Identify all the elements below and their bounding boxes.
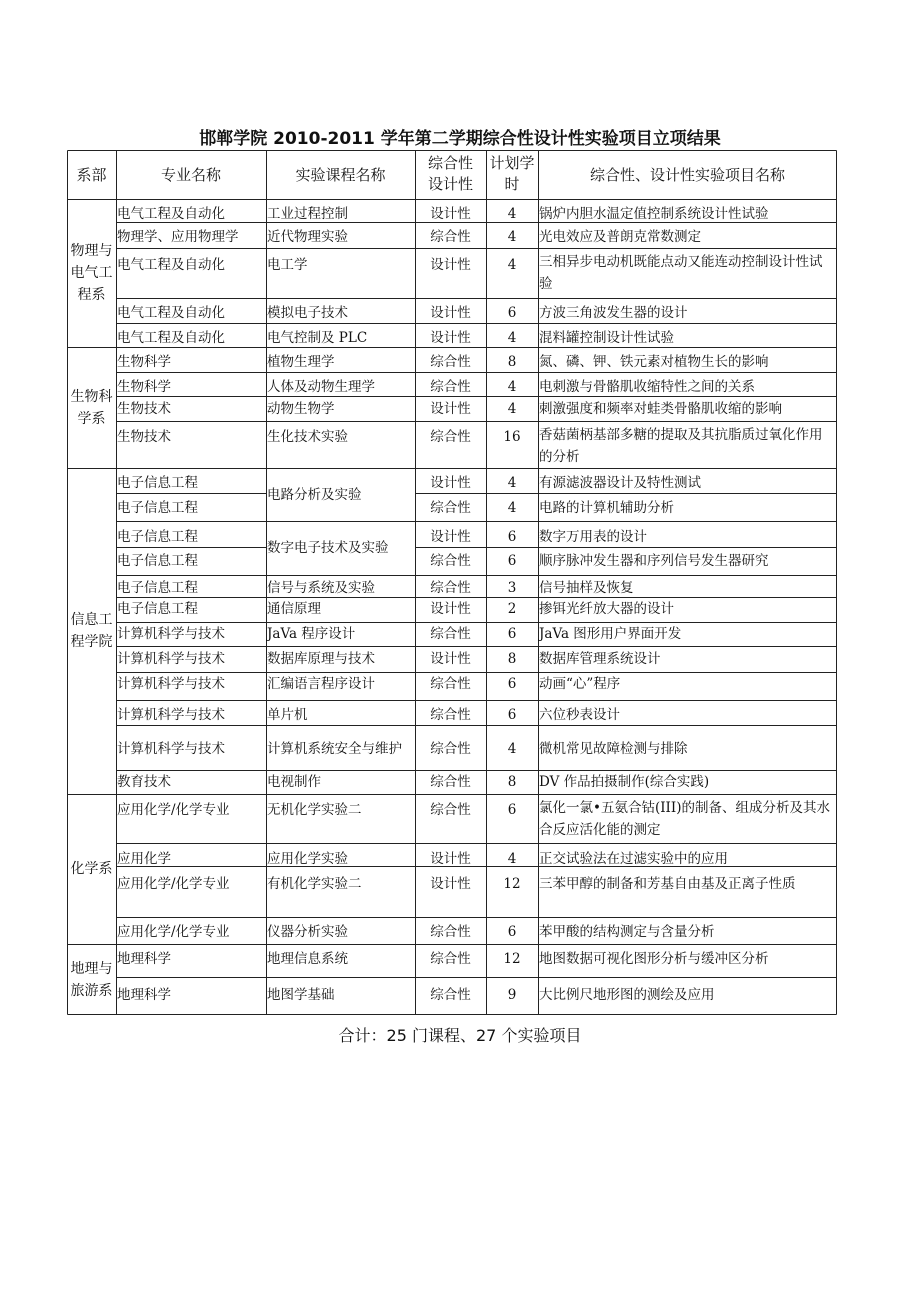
project-cell: 刺激强度和频率对蛙类骨骼肌收缩的影响 bbox=[539, 401, 782, 417]
major-cell: 应用化学 bbox=[117, 851, 171, 866]
course-cell: 电路分析及实验 bbox=[267, 487, 362, 503]
major-cell: 应用化学/化学专业 bbox=[117, 876, 230, 892]
dept-cell: 物理与 电气工 程系 bbox=[70, 243, 113, 303]
project-cell: DV 作品拍摄制作(综合实践) bbox=[539, 774, 710, 790]
dept-cell: 生物科 学系 bbox=[70, 388, 113, 427]
course-cell: 数据库原理与技术 bbox=[267, 651, 375, 667]
major-cell: 应用化学/化学专业 bbox=[117, 924, 230, 940]
course-cell: 计算机系统安全与维护 bbox=[267, 741, 402, 757]
project-cell: 大比例尺地形图的测绘及应用 bbox=[539, 987, 715, 1003]
type-cell: 设计性 bbox=[430, 401, 471, 417]
course-cell: 仪器分析实验 bbox=[267, 924, 348, 940]
course-cell: 人体及动物生理学 bbox=[267, 379, 375, 395]
major-cell: 电气工程及自动化 bbox=[117, 257, 225, 273]
course-cell: 应用化学实验 bbox=[267, 851, 348, 866]
hours-cell: 4 bbox=[507, 741, 517, 757]
major-cell: 电子信息工程 bbox=[117, 601, 198, 617]
hours-cell: 4 bbox=[507, 330, 517, 346]
hours-cell: 4 bbox=[507, 500, 517, 516]
major-cell: 生物科学 bbox=[117, 354, 171, 370]
hours-cell: 6 bbox=[507, 676, 517, 692]
course-cell: 植物生理学 bbox=[267, 354, 335, 370]
type-cell: 设计性 bbox=[430, 876, 471, 892]
type-cell: 综合性 bbox=[430, 741, 471, 757]
hours-cell: 6 bbox=[507, 305, 517, 321]
hours-cell: 6 bbox=[507, 802, 517, 818]
course-cell: 生化技术实验 bbox=[267, 429, 348, 445]
project-cell: 苯甲酸的结构测定与含量分析 bbox=[539, 924, 715, 940]
project-cell: JaVa 图形用户界面开发 bbox=[539, 626, 682, 642]
major-cell: 计算机科学与技术 bbox=[117, 651, 225, 667]
header-hours: 计划学 时 bbox=[489, 154, 535, 193]
project-cell: 氮、磷、钾、铁元素对植物生长的影响 bbox=[539, 354, 769, 370]
project-cell: 动画“心”程序 bbox=[539, 676, 621, 692]
project-cell: 三苯甲醇的制备和芳基自由基及正离子性质 bbox=[539, 876, 796, 892]
major-cell: 电气工程及自动化 bbox=[117, 305, 225, 321]
hours-cell: 8 bbox=[507, 651, 517, 667]
header-course: 实验课程名称 bbox=[295, 165, 386, 184]
major-cell: 计算机科学与技术 bbox=[117, 676, 225, 692]
hours-cell: 12 bbox=[503, 876, 521, 892]
project-cell: 数据库管理系统设计 bbox=[539, 651, 661, 667]
hours-cell: 6 bbox=[507, 529, 517, 545]
course-cell: 有机化学实验二 bbox=[267, 876, 362, 892]
major-cell: 地理科学 bbox=[117, 951, 171, 967]
type-cell: 综合性 bbox=[430, 707, 471, 723]
type-cell: 综合性 bbox=[430, 580, 471, 596]
hours-cell: 9 bbox=[507, 987, 517, 1003]
major-cell: 物理学、应用物理学 bbox=[117, 229, 239, 245]
page-title: 邯郸学院 2010-2011 学年第二学期综合性设计性实验项目立项结果 bbox=[199, 129, 721, 149]
project-cell: 方波三角波发生器的设计 bbox=[539, 305, 688, 321]
project-cell: 光电效应及普朗克常数测定 bbox=[539, 229, 701, 245]
hours-cell: 4 bbox=[507, 257, 517, 273]
header-dept: 系部 bbox=[76, 165, 107, 184]
project-cell: 六位秒表设计 bbox=[539, 707, 620, 723]
type-cell: 设计性 bbox=[430, 601, 471, 617]
course-cell: 电视制作 bbox=[267, 774, 321, 790]
hours-cell: 6 bbox=[507, 626, 517, 642]
type-cell: 设计性 bbox=[430, 257, 471, 273]
dept-cell: 地理与 旅游系 bbox=[70, 960, 113, 999]
type-cell: 综合性 bbox=[430, 553, 471, 569]
course-cell: 地理信息系统 bbox=[267, 951, 348, 967]
project-cell: 电路的计算机辅助分析 bbox=[539, 500, 674, 516]
type-cell: 设计性 bbox=[430, 305, 471, 321]
dept-cell: 信息工 程学院 bbox=[70, 612, 113, 650]
course-cell: 数字电子技术及实验 bbox=[267, 540, 389, 556]
type-cell: 综合性 bbox=[430, 951, 471, 967]
major-cell: 电气工程及自动化 bbox=[117, 206, 225, 222]
type-cell: 设计性 bbox=[430, 330, 471, 346]
hours-cell: 6 bbox=[507, 553, 517, 569]
major-cell: 计算机科学与技术 bbox=[117, 741, 225, 757]
type-cell: 设计性 bbox=[430, 529, 471, 545]
major-cell: 生物技术 bbox=[117, 401, 171, 417]
project-cell: 顺序脉冲发生器和序列信号发生器研究 bbox=[539, 553, 769, 569]
type-cell: 综合性 bbox=[430, 924, 471, 940]
course-cell: 电气控制及 PLC bbox=[267, 330, 368, 346]
type-cell: 综合性 bbox=[430, 774, 471, 790]
major-cell: 电子信息工程 bbox=[117, 580, 198, 596]
hours-cell: 8 bbox=[507, 774, 517, 790]
course-cell: 无机化学实验二 bbox=[267, 802, 362, 818]
type-cell: 设计性 bbox=[430, 851, 471, 866]
hours-cell: 4 bbox=[507, 401, 517, 417]
total-summary: 合计：25 门课程、27 个实验项目 bbox=[338, 1026, 582, 1045]
project-cell: 地图数据可视化图形分析与缓冲区分析 bbox=[539, 951, 769, 967]
hours-cell: 8 bbox=[507, 354, 517, 370]
major-cell: 地理科学 bbox=[117, 987, 171, 1003]
hours-cell: 16 bbox=[503, 429, 521, 445]
major-cell: 电子信息工程 bbox=[117, 500, 198, 516]
results-table bbox=[67, 150, 837, 1015]
hours-cell: 2 bbox=[507, 601, 517, 617]
major-cell: 计算机科学与技术 bbox=[117, 707, 225, 723]
type-cell: 综合性 bbox=[430, 229, 471, 245]
project-cell: 正交试验法在过滤实验中的应用 bbox=[539, 851, 728, 866]
type-cell: 综合性 bbox=[430, 626, 471, 642]
course-cell: 模拟电子技术 bbox=[267, 305, 348, 321]
hours-cell: 4 bbox=[507, 206, 517, 222]
major-cell: 生物科学 bbox=[117, 379, 171, 395]
hours-cell: 6 bbox=[507, 924, 517, 940]
hours-cell: 4 bbox=[507, 379, 517, 395]
project-cell: 锅炉内胆水温定值控制系统设计性试验 bbox=[539, 206, 769, 222]
project-cell: 香菇菌柄基部多糖的提取及其抗脂质过氧化作用的分析 bbox=[539, 427, 823, 465]
type-cell: 综合性 bbox=[430, 429, 471, 445]
header-major: 专业名称 bbox=[160, 165, 221, 184]
course-cell: 地图学基础 bbox=[267, 987, 335, 1003]
header-project: 综合性、设计性实验项目名称 bbox=[589, 165, 785, 184]
project-cell: 混料罐控制设计性试验 bbox=[539, 330, 674, 346]
major-cell: 生物技术 bbox=[117, 429, 171, 445]
major-cell: 应用化学/化学专业 bbox=[117, 802, 230, 818]
type-cell: 设计性 bbox=[430, 475, 471, 491]
course-cell: 信号与系统及实验 bbox=[267, 580, 375, 596]
major-cell: 电子信息工程 bbox=[117, 529, 198, 545]
course-cell: 电工学 bbox=[267, 257, 308, 273]
project-cell: 电刺激与骨骼肌收缩特性之间的关系 bbox=[539, 379, 755, 395]
major-cell: 电子信息工程 bbox=[117, 553, 198, 569]
hours-cell: 6 bbox=[507, 707, 517, 723]
hours-cell: 3 bbox=[507, 580, 517, 596]
project-cell: 氯化一氯•五氨合钴(III)的制备、组成分析及其水合反应活化能的测定 bbox=[539, 800, 830, 838]
type-cell: 综合性 bbox=[430, 987, 471, 1003]
project-cell: 三相异步电动机既能点动又能连动控制设计性试验 bbox=[539, 254, 823, 292]
course-cell: JaVa 程序设计 bbox=[267, 626, 356, 642]
major-cell: 计算机科学与技术 bbox=[117, 626, 225, 642]
course-cell: 工业过程控制 bbox=[267, 206, 348, 222]
type-cell: 设计性 bbox=[430, 651, 471, 667]
hours-cell: 4 bbox=[507, 851, 517, 866]
type-cell: 综合性 bbox=[430, 500, 471, 516]
course-cell: 动物生物学 bbox=[267, 401, 335, 417]
header-type: 综合性 设计性 bbox=[427, 154, 473, 193]
project-cell: 掺铒光纤放大器的设计 bbox=[539, 601, 674, 617]
type-cell: 综合性 bbox=[430, 354, 471, 370]
project-cell: 数字万用表的设计 bbox=[539, 529, 647, 545]
type-cell: 设计性 bbox=[430, 206, 471, 222]
hours-cell: 12 bbox=[503, 951, 521, 967]
major-cell: 电子信息工程 bbox=[117, 475, 198, 491]
course-cell: 近代物理实验 bbox=[267, 229, 348, 245]
type-cell: 综合性 bbox=[430, 802, 471, 818]
course-cell: 通信原理 bbox=[267, 601, 321, 617]
hours-cell: 4 bbox=[507, 475, 517, 491]
major-cell: 电气工程及自动化 bbox=[117, 330, 225, 346]
dept-cell: 化学系 bbox=[70, 861, 113, 877]
major-cell: 教育技术 bbox=[117, 774, 171, 790]
hours-cell: 4 bbox=[507, 229, 517, 245]
type-cell: 综合性 bbox=[430, 379, 471, 395]
course-cell: 汇编语言程序设计 bbox=[267, 676, 375, 692]
course-cell: 单片机 bbox=[267, 707, 308, 723]
project-cell: 微机常见故障检测与排除 bbox=[539, 741, 688, 757]
project-cell: 有源滤波器设计及特性测试 bbox=[539, 475, 701, 491]
project-cell: 信号抽样及恢复 bbox=[539, 580, 634, 596]
type-cell: 综合性 bbox=[430, 676, 471, 692]
